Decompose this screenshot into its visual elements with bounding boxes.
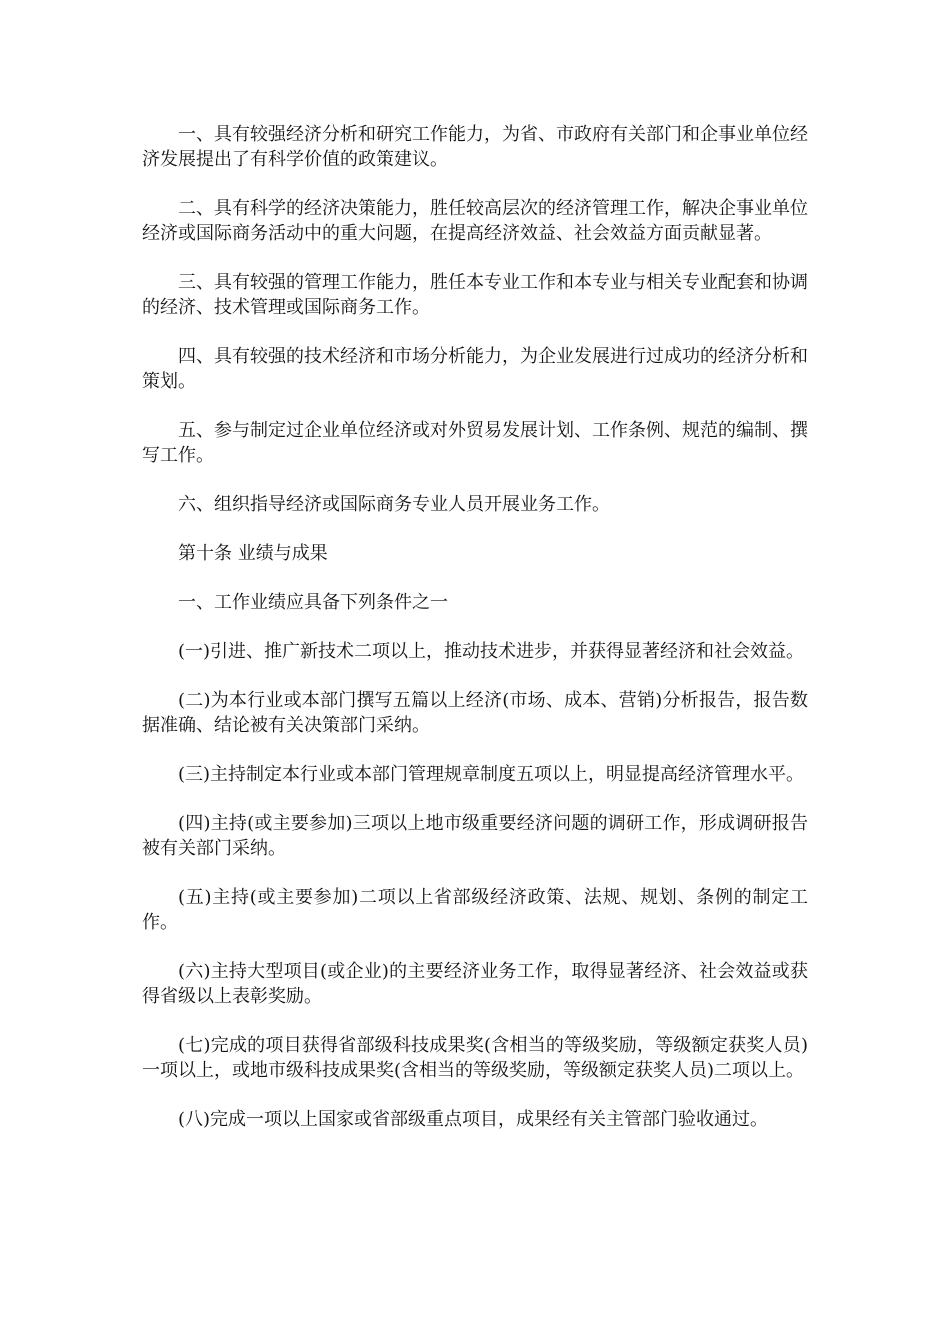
list-item-8: (八)完成一项以上国家或省部级重点项目，成果经有关主管部门验收通过。 — [178, 1109, 769, 1130]
paragraph-4: 四、具有较强的技术经济和市场分析能力，为企业发展进行过成功的经济分析和策划。 — [142, 346, 808, 392]
paragraph-1: 一、具有较强经济分析和研究工作能力，为省、市政府有关部门和企事业单位经济发展提出了有科学价值的政策建议。 — [142, 124, 808, 170]
list-item-1: (一)引进、推广新技术二项以上，推动技术进步，并获得显著经济和社会效益。 — [178, 641, 805, 662]
list-item-2: (二)为本行业或本部门撰写五篇以上经济(市场、成本、营销)分析报告，报告数据准确、结论被有关决策部门采纳。 — [142, 690, 808, 736]
list-item-6: (六)主持大型项目(或企业)的主要经济业务工作，取得显著经济、社会效益或获得省级以上表彰奖励。 — [142, 961, 808, 1007]
document-page — [142, 122, 808, 1156]
list-item-4: (四)主持(或主要参加)三项以上地市级重要经济问题的调研工作，形成调研报告被有关部门采纳。 — [142, 813, 808, 859]
list-item-5: (五)主持(或主要参加)二项以上省部级经济政策、法规、规划、条例的制定工作。 — [142, 887, 808, 933]
section-heading: 第十条 业绩与成果 — [178, 543, 328, 564]
paragraph-2: 二、具有科学的经济决策能力，胜任较高层次的经济管理工作，解决企事业单位经济或国际商务活动中的重大问题，在提高经济效益、社会效益方面贡献显著。 — [142, 198, 808, 244]
list-item-7: (七)完成的项目获得省部级科技成果奖(含相当的等级奖励，等级额定获奖人员)一项以上，或地市级科技成果奖(含相当的等级奖励，等级额定获奖人员)二项以上。 — [142, 1035, 808, 1081]
list-item-3: (三)主持制定本行业或本部门管理规章制度五项以上，明显提高经济管理水平。 — [178, 764, 805, 785]
paragraph-6: 六、组织指导经济或国际商务专业人员开展业务工作。 — [178, 494, 610, 515]
subheading: 一、工作业绩应具备下列条件之一 — [178, 592, 448, 613]
paragraph-5: 五、参与制定过企业单位经济或对外贸易发展计划、工作条例、规范的编制、撰写工作。 — [142, 420, 808, 466]
paragraph-3: 三、具有较强的管理工作能力，胜任本专业工作和本专业与相关专业配套和协调的经济、技术管理或国际商务工作。 — [142, 272, 808, 318]
